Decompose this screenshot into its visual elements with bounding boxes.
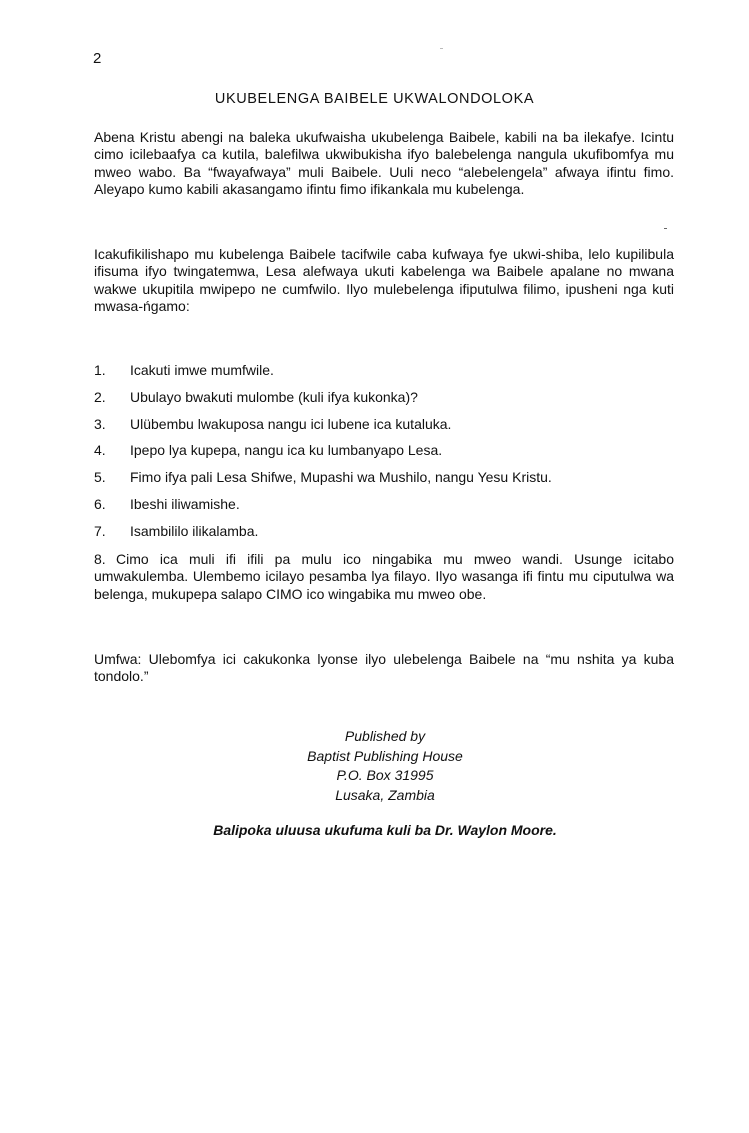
list-item-text: Ipepo lya kupepa, nangu ica ku lumbanyapo Lesa. bbox=[130, 442, 443, 459]
list-item bbox=[94, 523, 674, 550]
list-item bbox=[94, 496, 674, 523]
publisher-city: Lusaka, Zambia bbox=[335, 786, 435, 803]
publisher-block bbox=[0, 727, 749, 805]
question-list bbox=[94, 362, 674, 550]
scan-speck bbox=[440, 48, 443, 49]
list-item bbox=[94, 416, 674, 443]
list-item-number: 8. bbox=[94, 551, 106, 567]
list-item-number: 4. bbox=[94, 442, 106, 459]
list-item-text: Ulübembu lwakuposa nangu ici lubene ica kutaluka. bbox=[130, 415, 452, 432]
list-item-number: 6. bbox=[94, 495, 106, 512]
list-item bbox=[94, 389, 674, 416]
publisher-label: Published by bbox=[344, 728, 426, 744]
list-item bbox=[94, 362, 674, 389]
list-item-number: 2. bbox=[94, 388, 106, 405]
credit-line: Balipoka uluusa ukufuma kuli ba Dr. Waylon Moore. bbox=[213, 822, 557, 838]
note-paragraph: Umfwa: Ulebomfya ici cakukonka lyonse ilyo ulebelenga Baibele na “mu nshita ya kuba tondolo.” bbox=[94, 651, 674, 685]
list-item-text: Fimo ifya pali Lesa Shifwe, Mupashi wa Mushilo, nangu Yesu Kristu. bbox=[130, 469, 552, 486]
list-item-text: Icakuti imwe mumfwile. bbox=[130, 362, 274, 378]
list-item-text: Cimo ica muli ifi ifili pa mulu ico ningabika mu mweo wandi. Usunge icitabo umwakulemba. Ulembemo icilayo pesamba lya filayo. Ilyo wasanga ifi fintu mu ciputulwa wa belenga, mukupepa salapo CIMO ico wingabika mu mweo obe. bbox=[94, 551, 674, 602]
publisher-name: Baptist Publishing House bbox=[307, 747, 463, 764]
list-item-number: 1. bbox=[94, 362, 106, 378]
scan-speck bbox=[664, 228, 667, 229]
list-item-number: 3. bbox=[94, 415, 106, 432]
page-number: 2 bbox=[93, 50, 102, 67]
list-item-text: Ibeshi iliwamishe. bbox=[130, 495, 240, 512]
purpose-paragraph: Icakufikilishapo mu kubelenga Baibele tacifwile caba kufwaya fye ukwi-shiba, lelo kupilibula ifisuma ifyo twingatemwa, Lesa alefwaya ukuti kabelenga wa Baibele apalane no mwana wakwe ukupitila mwipepo ne cumfwilo. Ilyo mulebelenga ifiputulwa filimo, ipusheni nga kuti mwasa-ńgamo: bbox=[94, 246, 674, 315]
list-item-text: Isambililo ilikalamba. bbox=[130, 522, 259, 539]
intro-paragraph: Abena Kristu abengi na baleka ukufwaisha ukubelenga Baibele, kabili na ba ilekafye. Icintu cimo icilebaafya ca kutila, balefilwa ukwibukisha ifyo balebelenga nangula ukufibomfya mu mweo wabo. Ba “fwayafwaya” muli Baibele. Uuli neco “alebelengela” afwaya ifintu fimo. Aleyapo kumo kabili akasangamo ifintu fimo ifikankala mu kubelenga. bbox=[94, 129, 674, 198]
list-item bbox=[94, 469, 674, 496]
list-item-number: 5. bbox=[94, 469, 106, 486]
list-item-eight bbox=[94, 551, 674, 603]
publisher-po-box: P.O. Box 31995 bbox=[336, 767, 434, 783]
list-item-number: 7. bbox=[94, 522, 106, 539]
list-item-text: Ubulayo bwakuti mulombe (kuli ifya kukonka)? bbox=[130, 388, 418, 405]
list-item bbox=[94, 442, 674, 469]
page-title: UKUBELENGA BAIBELE UKWALONDOLOKA bbox=[214, 91, 535, 107]
